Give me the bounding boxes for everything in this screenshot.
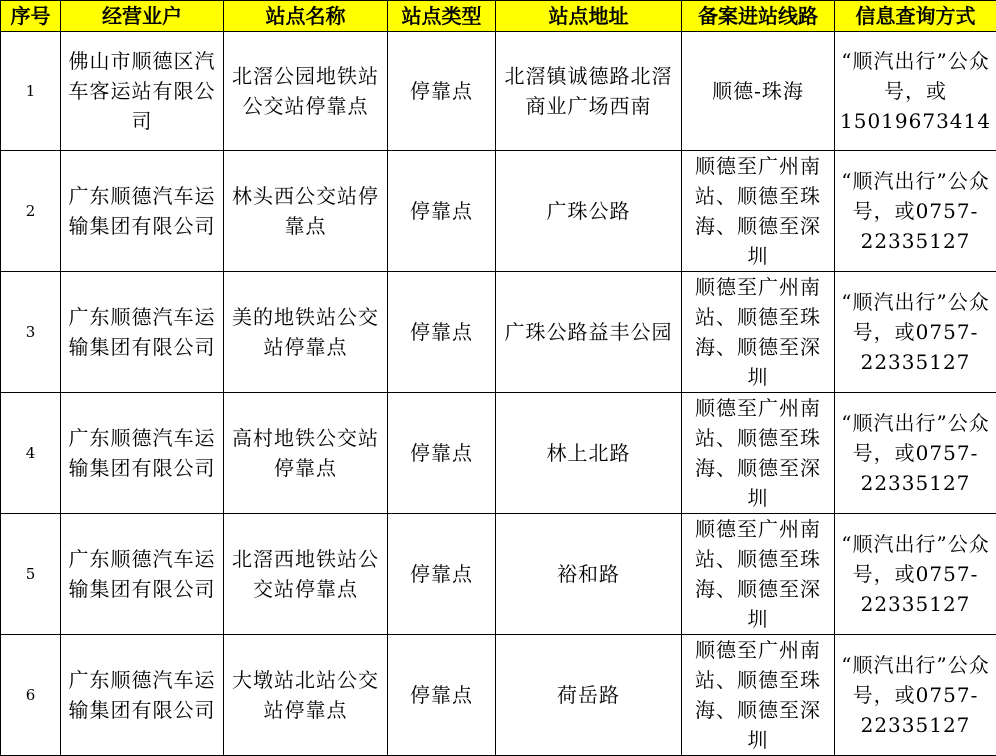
cell-address: 林上北路 [496, 393, 682, 514]
cell-operator: 广东顺德汽车运输集团有限公司 [61, 635, 224, 756]
cell-address: 广珠公路 [496, 151, 682, 272]
cell-type: 停靠点 [388, 151, 496, 272]
cell-type: 停靠点 [388, 514, 496, 635]
cell-no: 5 [1, 514, 61, 635]
header-operator: 经营业户 [61, 1, 224, 32]
cell-station: 北滘西地铁站公交站停靠点 [224, 514, 388, 635]
cell-address: 广珠公路益丰公园 [496, 272, 682, 393]
cell-operator: 广东顺德汽车运输集团有限公司 [61, 393, 224, 514]
cell-routes: 顺德至广州南站、顺德至珠海、顺德至深圳 [682, 514, 835, 635]
cell-address: 北滘镇诚德路北滘商业广场西南 [496, 32, 682, 151]
cell-query: “顺汽出行”公众号，或0757-22335127 [835, 151, 996, 272]
cell-no: 4 [1, 393, 61, 514]
cell-routes: 顺德至广州南站、顺德至珠海、顺德至深圳 [682, 151, 835, 272]
cell-query: “顺汽出行”公众号，或0757-22335127 [835, 272, 996, 393]
header-row [1, 1, 996, 32]
table-row [1, 32, 996, 151]
cell-station: 高村地铁公交站停靠点 [224, 393, 388, 514]
cell-address: 裕和路 [496, 514, 682, 635]
cell-type: 停靠点 [388, 32, 496, 151]
header-type: 站点类型 [388, 1, 496, 32]
cell-type: 停靠点 [388, 635, 496, 756]
table-row [1, 272, 996, 393]
cell-no: 3 [1, 272, 61, 393]
cell-operator: 广东顺德汽车运输集团有限公司 [61, 151, 224, 272]
cell-routes: 顺德至广州南站、顺德至珠海、顺德至深圳 [682, 635, 835, 756]
header-query: 信息查询方式 [835, 1, 996, 32]
cell-query: “顺汽出行”公众号，或0757-22335127 [835, 393, 996, 514]
cell-station: 大墩站北站公交站停靠点 [224, 635, 388, 756]
cell-operator: 广东顺德汽车运输集团有限公司 [61, 272, 224, 393]
cell-no: 1 [1, 32, 61, 151]
cell-type: 停靠点 [388, 393, 496, 514]
header-address: 站点地址 [496, 1, 682, 32]
cell-query: “顺汽出行”公众号，或15019673414 [835, 32, 996, 151]
cell-operator: 广东顺德汽车运输集团有限公司 [61, 514, 224, 635]
cell-no: 2 [1, 151, 61, 272]
cell-operator: 佛山市顺德区汽车客运站有限公司 [61, 32, 224, 151]
table-row [1, 151, 996, 272]
cell-no: 6 [1, 635, 61, 756]
cell-query: “顺汽出行”公众号，或0757-22335127 [835, 635, 996, 756]
cell-query: “顺汽出行”公众号，或0757-22335127 [835, 514, 996, 635]
cell-routes: 顺德至广州南站、顺德至珠海、顺德至深圳 [682, 272, 835, 393]
table-row [1, 635, 996, 756]
cell-type: 停靠点 [388, 272, 496, 393]
cell-routes: 顺德至广州南站、顺德至珠海、顺德至深圳 [682, 393, 835, 514]
table-row [1, 393, 996, 514]
cell-station: 林头西公交站停靠点 [224, 151, 388, 272]
header-station: 站点名称 [224, 1, 388, 32]
header-no: 序号 [1, 1, 61, 32]
header-routes: 备案进站线路 [682, 1, 835, 32]
table-row [1, 514, 996, 635]
cell-routes: 顺德-珠海 [682, 32, 835, 151]
cell-station: 美的地铁站公交站停靠点 [224, 272, 388, 393]
cell-address: 荷岳路 [496, 635, 682, 756]
cell-station: 北滘公园地铁站公交站停靠点 [224, 32, 388, 151]
